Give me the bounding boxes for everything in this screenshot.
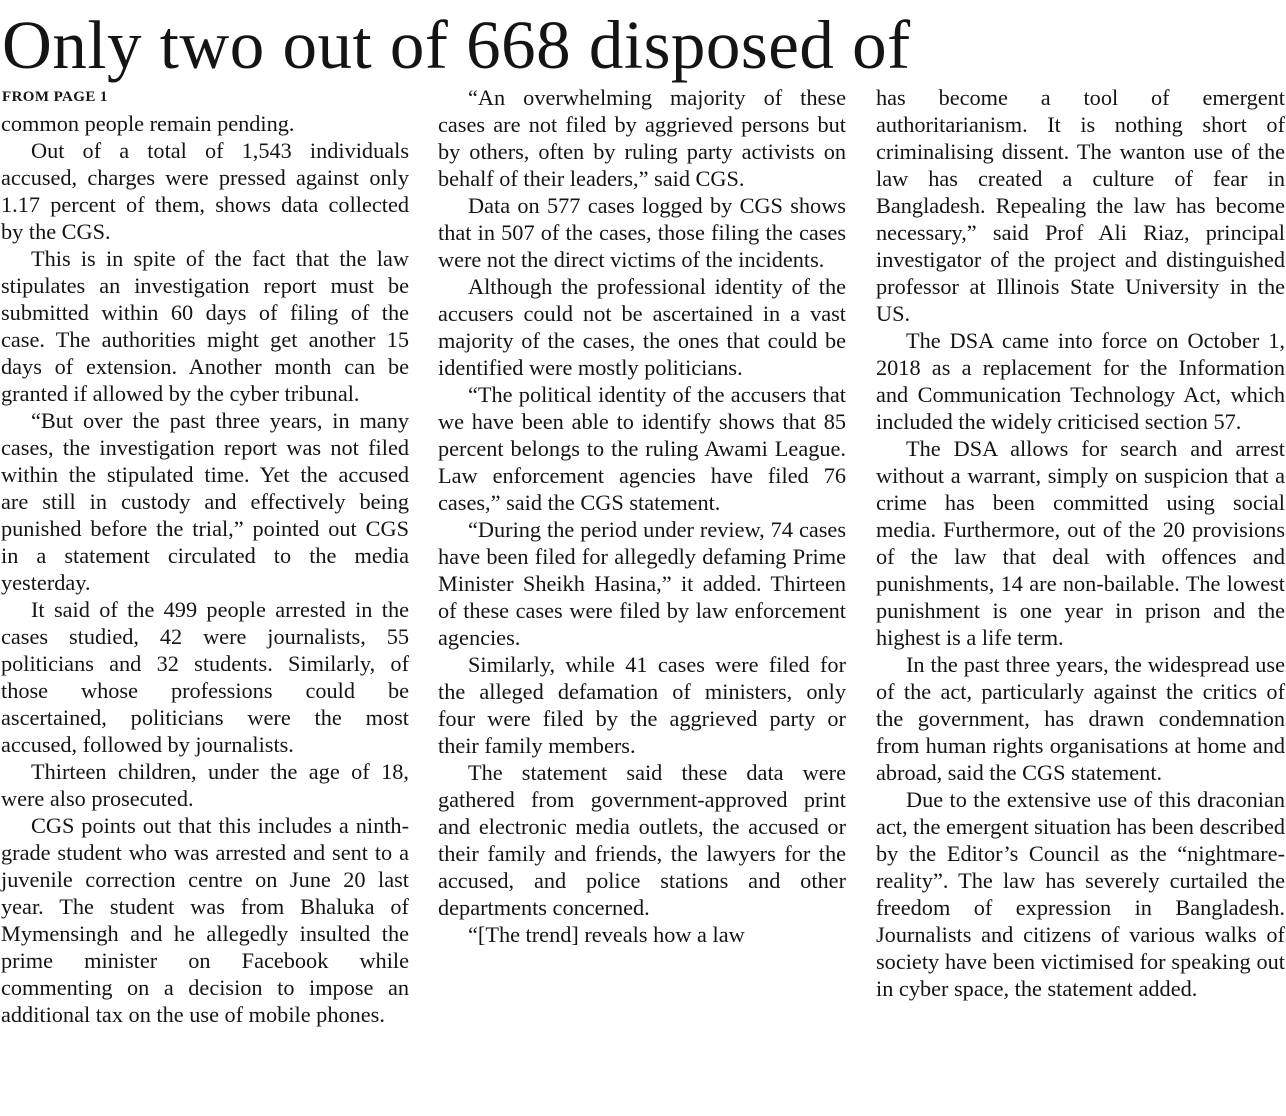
body-paragraph: “[The trend] reveals how a law: [468, 922, 745, 947]
body-paragraph: Due to the extensive use of this draconian act, the emergent situation has been described by the Editor’s Council as the “nightmare-reality”. The law has severely curtailed the freedom of expression in Bangladesh. Journalists and citizens of various walks of society have been victimised for speaking out in cyber space, the statement added.: [876, 787, 1285, 1001]
body-paragraph: “An overwhelming majority of these cases are not filed by aggrieved persons but by others, often by ruling party activists on behalf of their leaders,” said CGS.: [438, 85, 846, 191]
body-paragraph: common people remain pending.: [1, 111, 295, 136]
body-paragraph: “But over the past three years, in many cases, the investigation report was not filed within the stipulated time. Yet the accused are still in custody and effectively being punished before the trial,” pointed out CGS in a statement circulated to the media yesterday.: [1, 408, 409, 595]
body-paragraph: CGS points out that this includes a ninth-grade student who was arrested and sent to a juvenile correction centre on June 20 last year. The student was from Bhaluka of Mymensingh and he allegedly insulted the prime minister on Facebook while commenting on a decision to impose an additional tax on the use of mobile phones.: [1, 813, 409, 1027]
body-paragraph: Out of a total of 1,543 individuals accused, charges were pressed against only 1.17 percent of them, shows data collected by the CGS.: [1, 138, 409, 244]
body-paragraph: It said of the 499 people arrested in the cases studied, 42 were journalists, 55 politicians and 32 students. Similarly, of those whose professions could be ascertained, politicians were the most accused, followed by journalists.: [1, 597, 409, 757]
body-paragraph: The DSA came into force on October 1, 2018 as a replacement for the Information and Communication Technology Act, which included the widely criticised section 57.: [876, 328, 1285, 434]
article-column-2: [438, 84, 846, 948]
body-paragraph: Similarly, while 41 cases were filed for the alleged defamation of ministers, only four were filed by the aggrieved party or their family members.: [438, 652, 846, 758]
body-paragraph: Thirteen children, under the age of 18, were also prosecuted.: [1, 759, 409, 811]
body-paragraph: Data on 577 cases logged by CGS shows that in 507 of the cases, those filing the cases were not the direct victims of the incidents.: [438, 193, 846, 272]
article-column-3: [876, 84, 1285, 1002]
body-paragraph: The DSA allows for search and arrest without a warrant, simply on suspicion that a crime has been committed using social media. Furthermore, out of the 20 provisions of the law that deal with offences and punishments, 14 are non-bailable. The lowest punishment is one year in prison and the highest is a life term.: [876, 436, 1285, 650]
body-paragraph: This is in spite of the fact that the law stipulates an investigation report must be submitted within 60 days of filing of the case. The authorities might get another 15 days of extension. Another month can be granted if allowed by the cyber tribunal.: [1, 246, 409, 406]
body-paragraph: “During the period under review, 74 cases have been filed for allegedly defaming Prime Minister Sheikh Hasina,” it added. Thirteen of these cases were filed by law enforcement agencies.: [438, 517, 846, 650]
article-headline: Only two out of 668 disposed of: [2, 7, 911, 83]
body-paragraph: has become a tool of emergent authoritarianism. It is nothing short of criminalising dissent. The wanton use of the law has created a culture of fear in Bangladesh. Repealing the law has become necessary,” said Prof Ali Riaz, principal investigator of the project and distinguished professor at Illinois State University in the US.: [876, 85, 1285, 326]
jump-line: FROM PAGE 1: [2, 89, 108, 105]
body-paragraph: Although the professional identity of the accusers could not be ascertained in a vast majority of the cases, the ones that could be identified were mostly politicians.: [438, 274, 846, 380]
body-paragraph: The statement said these data were gathered from government-approved print and electronic media outlets, the accused or their family and friends, the lawyers for the accused, and police stations and other departments concerned.: [438, 760, 846, 920]
body-paragraph: “The political identity of the accusers that we have been able to identify shows that 85 percent belongs to the ruling Awami League. Law enforcement agencies have filed 76 cases,” said the CGS statement.: [438, 382, 846, 515]
article-column-1: [1, 110, 409, 1028]
body-paragraph: In the past three years, the widespread use of the act, particularly against the critics of the government, has drawn condemnation from human rights organisations at home and abroad, said the CGS statement.: [876, 652, 1285, 785]
